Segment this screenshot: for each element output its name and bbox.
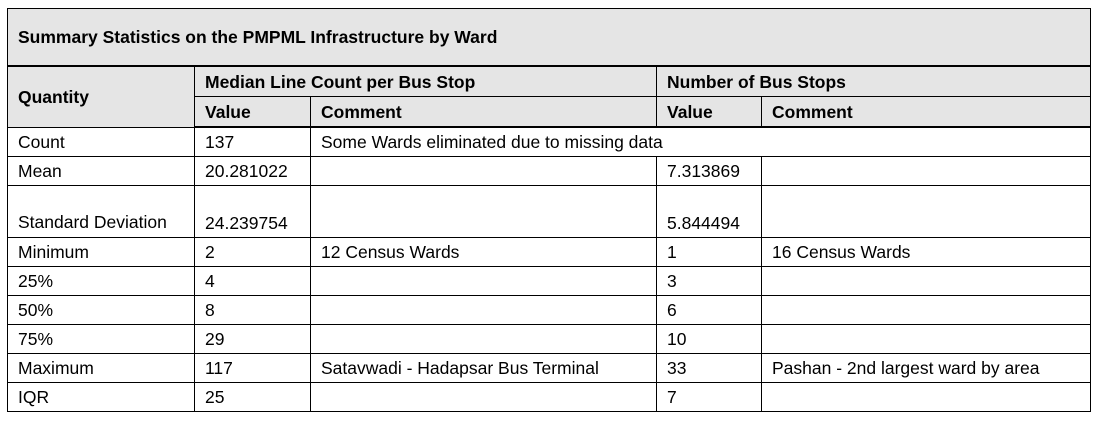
cell-comment-1 bbox=[311, 382, 657, 411]
cell-value-1: 117 bbox=[195, 353, 311, 382]
cell-value-2: 1 bbox=[657, 237, 762, 266]
cell-value-2 bbox=[657, 127, 762, 156]
cell-quantity: Count bbox=[8, 127, 195, 156]
cell-comment-2: Pashan - 2nd largest ward by area bbox=[762, 353, 1091, 382]
cell-quantity: 25% bbox=[8, 266, 195, 295]
table-container bbox=[7, 8, 1091, 412]
cell-quantity: 75% bbox=[8, 324, 195, 353]
cell-value-1: 29 bbox=[195, 324, 311, 353]
header-quantity: Quantity bbox=[8, 66, 195, 127]
summary-statistics-table bbox=[7, 8, 1091, 412]
cell-comment-2 bbox=[762, 382, 1091, 411]
cell-value-2: 10 bbox=[657, 324, 762, 353]
cell-quantity: IQR bbox=[8, 382, 195, 411]
cell-comment-2 bbox=[762, 156, 1091, 185]
table-row bbox=[8, 353, 1091, 382]
cell-comment-2 bbox=[762, 324, 1091, 353]
cell-quantity: Standard Deviation bbox=[8, 185, 195, 237]
cell-value-1: 20.281022 bbox=[195, 156, 311, 185]
cell-comment-1 bbox=[311, 324, 657, 353]
cell-value-2: 3 bbox=[657, 266, 762, 295]
cell-value-1: 4 bbox=[195, 266, 311, 295]
cell-value-2: 7.313869 bbox=[657, 156, 762, 185]
cell-comment-1-text: Some Wards eliminated due to missing data bbox=[321, 131, 663, 152]
cell-comment-2 bbox=[762, 185, 1091, 237]
cell-value-1: 8 bbox=[195, 295, 311, 324]
table-row bbox=[8, 156, 1091, 185]
cell-comment-2: 16 Census Wards bbox=[762, 237, 1091, 266]
cell-comment-1 bbox=[311, 266, 657, 295]
cell-value-1: 137 bbox=[195, 127, 311, 156]
cell-quantity: Mean bbox=[8, 156, 195, 185]
cell-value-2: 5.844494 bbox=[657, 185, 762, 237]
cell-value-1: 2 bbox=[195, 237, 311, 266]
header-comment-2: Comment bbox=[762, 97, 1091, 128]
cell-comment-1: 12 Census Wards bbox=[311, 237, 657, 266]
cell-comment-2 bbox=[762, 127, 1091, 156]
header-value-1: Value bbox=[195, 97, 311, 128]
cell-comment-1: Satavwadi - Hadapsar Bus Terminal bbox=[311, 353, 657, 382]
table-row bbox=[8, 185, 1091, 237]
cell-comment-1 bbox=[311, 185, 657, 237]
header-number-of-bus-stops: Number of Bus Stops bbox=[657, 66, 1091, 97]
table-row bbox=[8, 382, 1091, 411]
cell-comment-1 bbox=[311, 156, 657, 185]
header-comment-1: Comment bbox=[311, 97, 657, 128]
table-row bbox=[8, 237, 1091, 266]
header-median-line-count: Median Line Count per Bus Stop bbox=[195, 66, 657, 97]
table-row bbox=[8, 324, 1091, 353]
cell-comment-2 bbox=[762, 266, 1091, 295]
table-row bbox=[8, 127, 1091, 156]
table-row bbox=[8, 295, 1091, 324]
table-title: Summary Statistics on the PMPML Infrastructure by Ward bbox=[8, 9, 1091, 67]
cell-comment-2 bbox=[762, 295, 1091, 324]
cell-comment-1 bbox=[311, 295, 657, 324]
cell-quantity: 50% bbox=[8, 295, 195, 324]
cell-quantity: Minimum bbox=[8, 237, 195, 266]
cell-comment-1 bbox=[311, 127, 663, 156]
table-row bbox=[8, 266, 1091, 295]
cell-value-2: 6 bbox=[657, 295, 762, 324]
cell-quantity: Maximum bbox=[8, 353, 195, 382]
cell-value-2: 33 bbox=[657, 353, 762, 382]
cell-value-1: 24.239754 bbox=[195, 185, 311, 237]
header-value-2: Value bbox=[657, 97, 762, 128]
cell-value-2: 7 bbox=[657, 382, 762, 411]
cell-value-1: 25 bbox=[195, 382, 311, 411]
